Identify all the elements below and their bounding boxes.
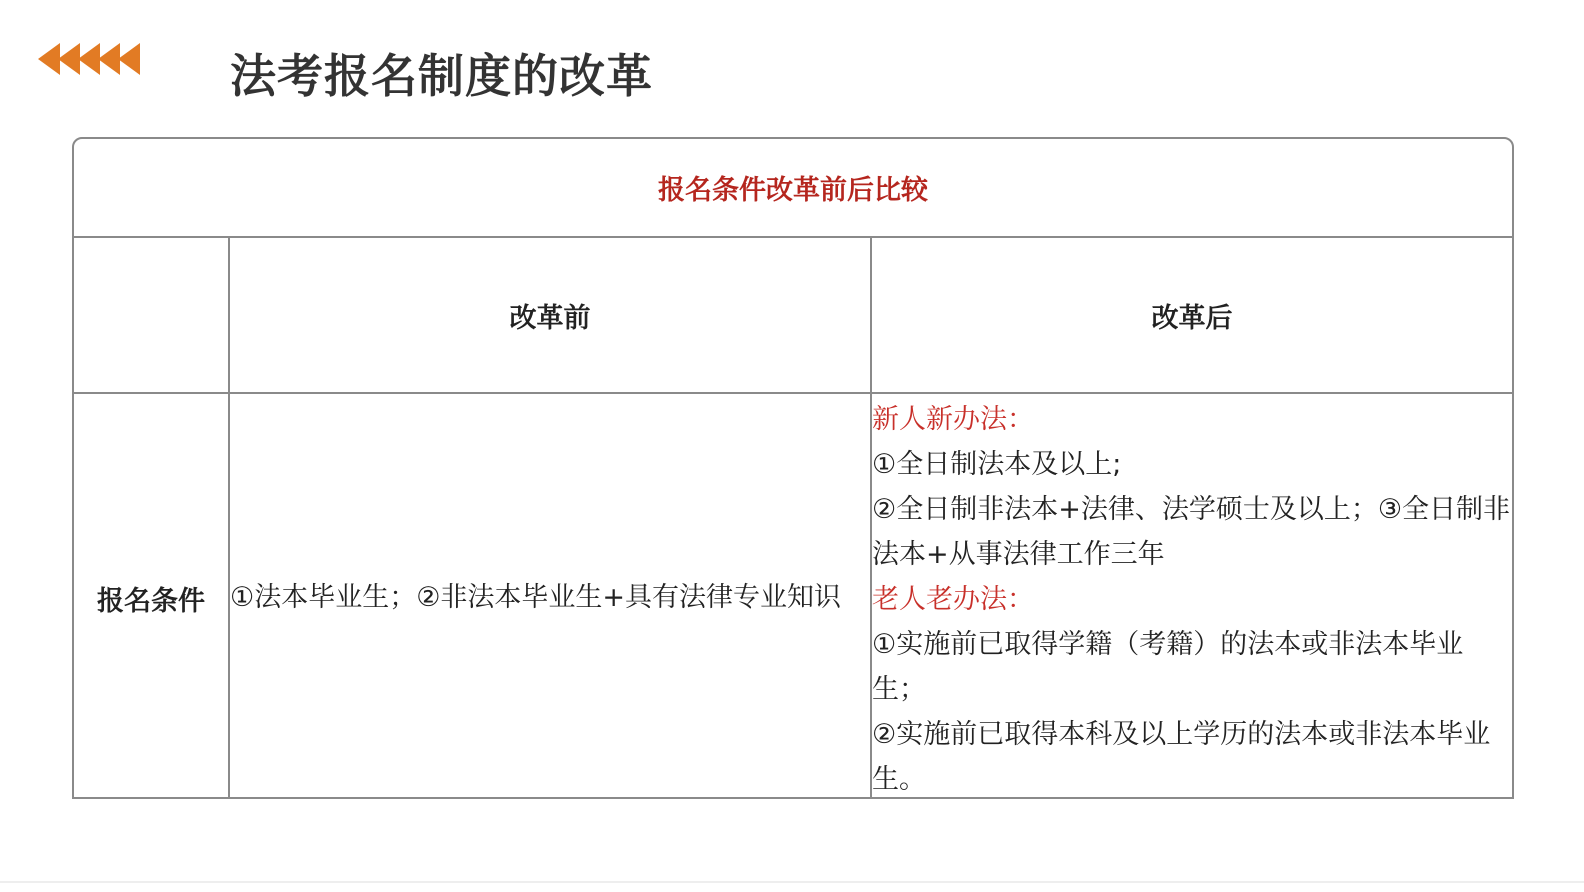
arrow-left-icon — [78, 43, 100, 75]
row-label-registration-conditions: 报名条件 — [74, 393, 229, 799]
table-caption: 报名条件改革前后比较 — [74, 139, 1512, 237]
arrow-left-icon — [38, 43, 60, 75]
old-rule-heading: 老人老办法： — [872, 584, 1034, 615]
new-rule-item: ①全日制法本及以上; — [872, 449, 1122, 480]
old-rule-item: ①实施前已取得学籍（考籍）的法本或非法本毕业生； — [872, 629, 1464, 705]
new-rule-item: ②全日制非法本+法律、法学硕士及以上；③全日制非法本+从事法律工作三年 — [872, 494, 1511, 570]
before-reform-conditions: ①法本毕业生；②非法本毕业生+具有法律专业知识 — [229, 393, 871, 799]
decorative-arrows-icon — [38, 43, 138, 75]
comparison-table — [72, 137, 1514, 799]
header-empty-cell — [74, 237, 229, 393]
new-rule-heading: 新人新办法： — [872, 404, 1034, 435]
old-rule-item: ②实施前已取得本科及以上学历的法本或非法本毕业生。 — [872, 719, 1491, 795]
arrow-left-icon — [118, 43, 140, 75]
table-row — [74, 393, 1512, 799]
page-title: 法考报名制度的改革 — [230, 49, 653, 103]
arrow-left-icon — [98, 43, 120, 75]
arrow-left-icon — [58, 43, 80, 75]
table-header-row — [74, 237, 1512, 393]
after-reform-conditions — [871, 393, 1512, 799]
table-caption-row — [74, 139, 1512, 237]
comparison-table-grid — [74, 139, 1512, 799]
header-before-reform: 改革前 — [229, 237, 871, 393]
header-after-reform: 改革后 — [871, 237, 1512, 393]
bottom-divider — [0, 881, 1584, 883]
